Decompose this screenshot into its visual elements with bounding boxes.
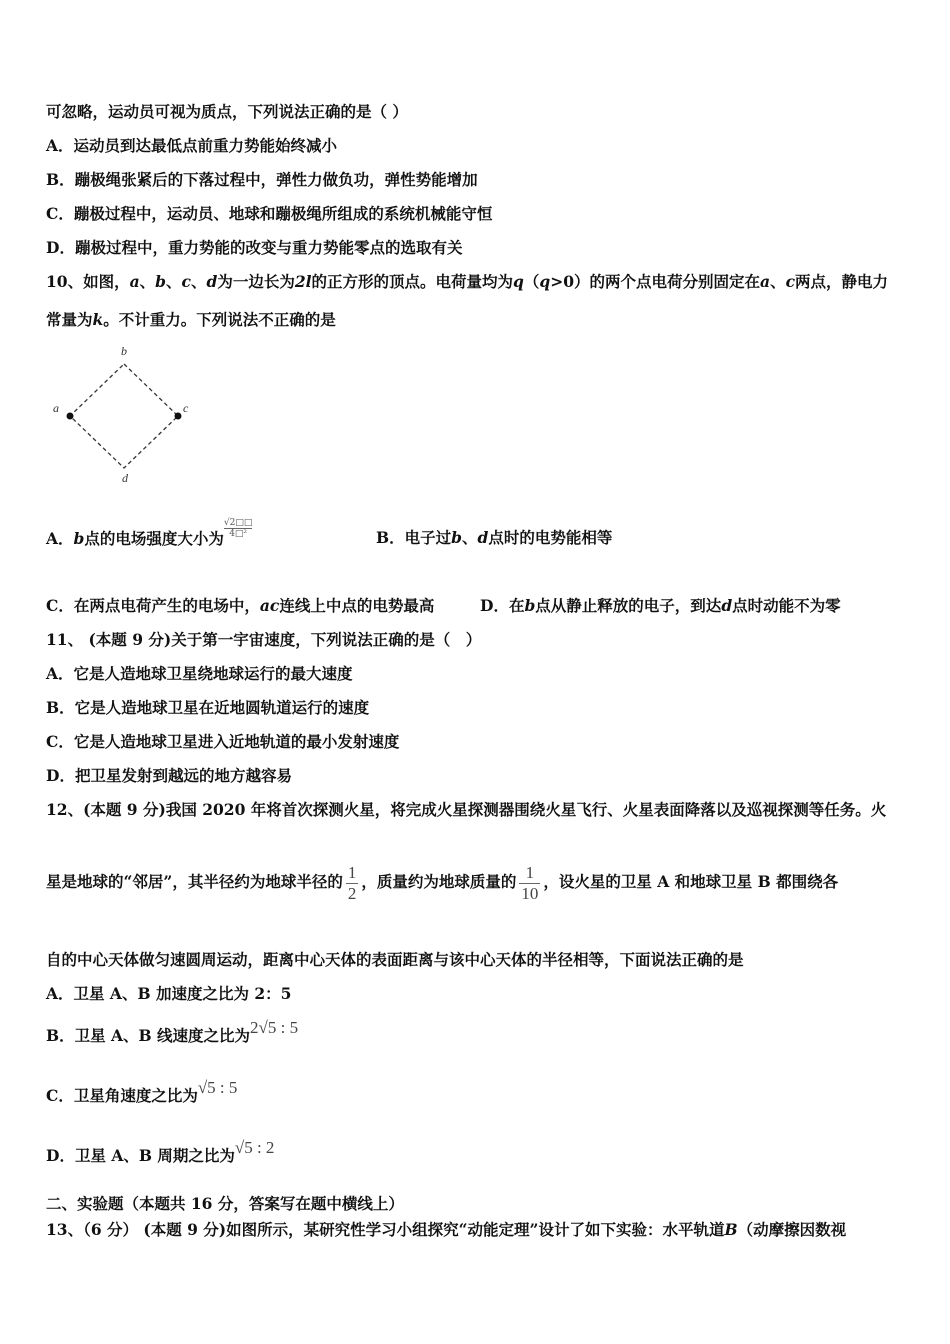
q11-stem: 11、 (本题 9 分)关于第一宇宙速度，下列说法正确的是（ ） bbox=[46, 630, 482, 649]
q11-option-c: C．它是人造地球卫星进入近地轨道的最小发射速度 bbox=[46, 732, 400, 751]
q12-d-math: √5 : 2 bbox=[234, 1138, 275, 1157]
q12-option-b: B．卫星 A、B 线速度之比为2√5 : 5 bbox=[46, 1018, 299, 1045]
q12-b-math: 2√5 : 5 bbox=[250, 1018, 299, 1037]
label-b: b bbox=[121, 344, 127, 358]
square-outline bbox=[70, 364, 178, 468]
charge-c bbox=[175, 413, 182, 420]
q10-a-formula: $\frac{√2□□}{\text{4□²}}$ bbox=[223, 518, 253, 539]
q12-fraction-radius: $\frac{1}{2}$ bbox=[347, 862, 357, 903]
q10-option-c: C．在两点电荷产生的电场中，ac连线上中点的电势最高 bbox=[46, 596, 435, 615]
q9-option-b: B．蹦极绳张紧后的下落过程中，弹性力做负功，弹性势能增加 bbox=[46, 170, 478, 189]
label-d: d bbox=[122, 471, 128, 485]
q10-stem-line1: 10、如图，a、b、c、d为一边长为2l的正方形的顶点。电荷量均为q（q>0）的两个点电荷分别固定在a、c两点，静电力 bbox=[46, 272, 889, 291]
q10-option-a: A．b点的电场强度大小为 $\frac{√2□□}{\text{4□²}}$ bbox=[46, 518, 253, 548]
q10-option-d: D．在b点从静止释放的电子，到达d点时动能不为零 bbox=[480, 596, 841, 615]
label-a: a bbox=[53, 401, 59, 415]
q13-stem-line1: 13、（6 分） (本题 9 分)如图所示，某研究性学习小组探究“动能定理”设计了如下实验：水平轨道B（动摩擦因数视 bbox=[46, 1220, 847, 1239]
q11-option-d: D．把卫星发射到越远的地方越容易 bbox=[46, 766, 292, 785]
q10-option-b: B．电子过b、d点时的电势能相等 bbox=[376, 528, 613, 547]
q12-stem-line2: 星是地球的“邻居”，其半径约为地球半径的 $\frac{1}{2}$ ，质量约为地球质量的 $\frac{1}{10}$ ，设火星的卫星 A 和地球卫星 B 都围绕各 bbox=[46, 862, 839, 903]
q12-c-math: √5 : 5 bbox=[197, 1078, 238, 1097]
q11-option-b: B．它是人造地球卫星在近地圆轨道运行的速度 bbox=[46, 698, 370, 717]
q12-option-a: A．卫星 A、B 加速度之比为 2：5 bbox=[46, 984, 292, 1003]
q12-option-d: D．卫星 A、B 周期之比为√5 : 2 bbox=[46, 1138, 275, 1165]
q12-stem-line3: 自的中心天体做匀速圆周运动，距离中心天体的表面距离与该中心天体的半径相等，下面说法正确的是 bbox=[46, 950, 744, 969]
section-heading-experiment: 二、实验题（本题共 16 分，答案写在题中横线上） bbox=[46, 1194, 404, 1213]
q12-option-c: C．卫星角速度之比为√5 : 5 bbox=[46, 1078, 238, 1105]
q11-option-a: A．它是人造地球卫星绕地球运行的最大速度 bbox=[46, 664, 353, 683]
q9-stem: 可忽略，运动员可视为质点，下列说法正确的是（ ） bbox=[46, 102, 408, 121]
label-c: c bbox=[183, 401, 189, 415]
q12-stem-line1: 12、(本题 9 分)我国 2020 年将首次探测火星，将完成火星探测器围绕火星飞行、火星表面降落以及巡视探测等任务。火 bbox=[46, 800, 887, 819]
q10-stem-line2: 常量为k。不计重力。下列说法不正确的是 bbox=[46, 310, 336, 329]
q9-option-c: C．蹦极过程中，运动员、地球和蹦极绳所组成的系统机械能守恒 bbox=[46, 204, 493, 223]
q9-option-a: A．运动员到达最低点前重力势能始终减小 bbox=[46, 136, 338, 155]
charge-a bbox=[67, 413, 74, 420]
q9-option-d: D．蹦极过程中，重力势能的改变与重力势能零点的选取有关 bbox=[46, 238, 463, 257]
q12-fraction-mass: $\frac{1}{10}$ bbox=[521, 862, 539, 903]
square-charge-diagram bbox=[48, 340, 198, 490]
